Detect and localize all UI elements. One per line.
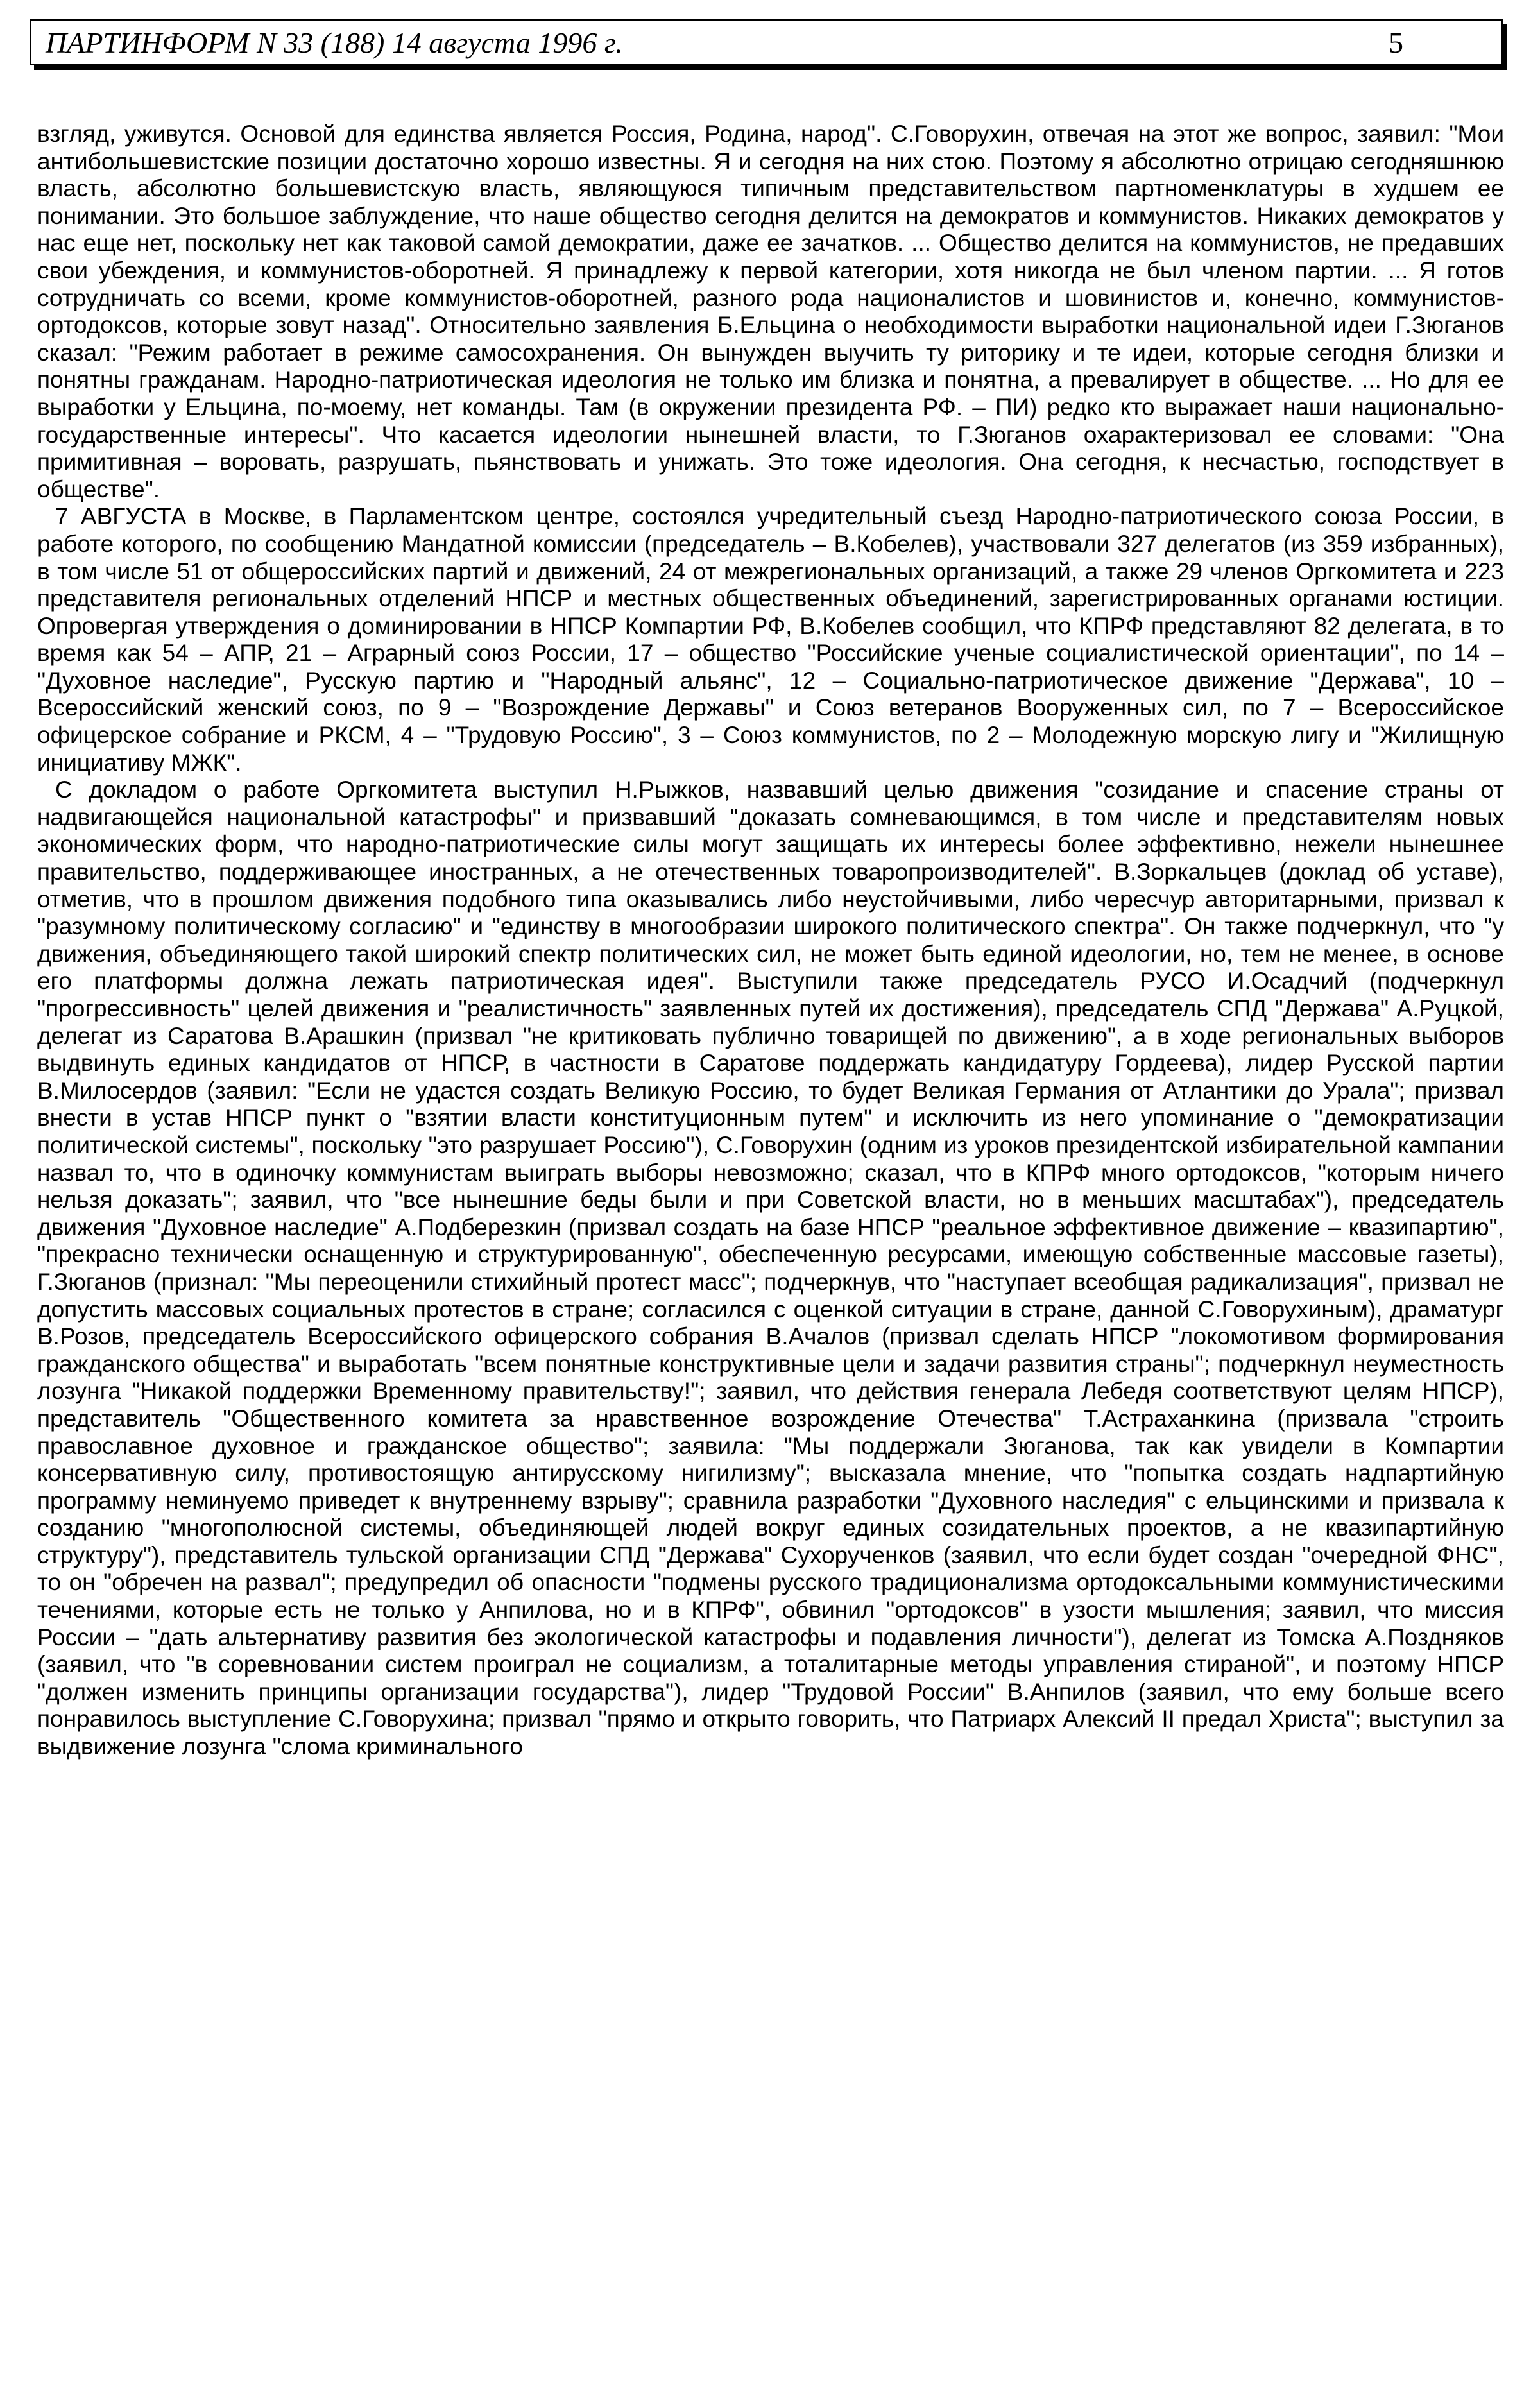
paragraph-1: взгляд, уживутся. Основой для единства является Россия, Родина, народ". С.Говорухин, отвечая на этот же вопрос, заявил: "Мои антибольшевистские позиции достаточно хорошо известны. Я и сегодня на них стою. Поэтому я абсолютно отрицаю сегодняшнюю власть, абсолютно большевистскую власть, являющуюся типичным представительством партноменклатуры в худшем ее понимании. Это большое заблуждение, что наше общество сегодня делится на демократов и коммунистов. Никаких демократов у нас еще нет, поскольку нет как таковой самой демократии, даже ее зачатков. ... Общество делится на коммунистов, не предавших свои убеждения, и коммунистов-оборотней. Я принадлежу к первой категории, хотя никогда не был членом партии. ... Я готов сотрудничать со всеми, кроме коммунистов-оборотней, разного рода националистов и шовинистов и, конечно, коммунистов-ортодоксов, которые зовут назад". Относительно заявления Б.Ельцина о необходимости выработки национальной идеи Г.Зюганов сказал: "Режим работает в режиме самосохранения. Он вынужден выучить ту риторику и те идеи, которые сегодня близки и понятны гражданам. Народно-патриотическая идеология не только им близка и понятна, а превалирует в обществе. ... Но для ее выработки у Ельцина, по-моему, нет команды. Там (в окружении президента РФ. – ПИ) редко кто выражает наши национально-государственные интересы". Что касается идеологии нынешней власти, то Г.Зюганов охарактеризовал ее словами: "Она примитивная – воровать, разрушать, пьянствовать и унижать. Это тоже идеология. Она сегодня, к несчастью, господствует в обществе". <box>37 121 1504 502</box>
paragraph-2: 7 АВГУСТА в Москве, в Парламентском центре, состоялся учредительный съезд Народно-патриотического союза России, в работе которого, по сообщению Мандатной комиссии (председатель – В.Кобелев), участвовали 327 делегатов (из 359 избранных), в том числе 51 от общероссийских партий и движений, 24 от межрегиональных организаций, а также 29 членов Оргкомитета и 223 представителя региональных отделений НПСР и местных общественных объединений, зарегистрированных органами юстиции. Опровергая утверждения о доминировании в НПСР Компартии РФ, В.Кобелев сообщил, что КПРФ представляют 82 делегата, в то время как 54 – АПР, 21 – Аграрный союз России, 17 – общество "Российские ученые социалистической ориентации", по 14 – "Духовное наследие", Русскую партию и "Народный альянс", 12 – Социально-патриотическое движение "Держава", 10 – Всероссийский женский союз, по 9 – "Возрождение Державы" и Союз ветеранов Вооруженных сил, по 7 – Всероссийское офицерское собрание и РКСМ, 4 – "Трудовую Россию", 3 – Союз коммунистов, по 2 – Молодежную морскую лигу и "Жилищную инициативу МЖК". <box>37 503 1504 776</box>
publication-title: ПАРТИНФОРМ N 33 (188) 14 августа 1996 г. <box>46 26 623 59</box>
article-body <box>37 121 1504 1761</box>
page-number: 5 <box>1389 26 1403 59</box>
paragraph-3: С докладом о работе Оргкомитета выступил Н.Рыжков, назвавший целью движения "созидание и спасение страны от надвигающейся национальной катастрофы" и призвавший "доказать сомневающимся, в том числе и представителям новых экономических форм, что народно-патриотические силы могут защищать их интересы более эффективно, нежели нынешнее правительство, поддерживающее иностранных, а не отечественных товаропроизводителей". В.Зоркальцев (доклад об уставе), отметив, что в прошлом движения подобного типа оказывались либо неустойчивыми, либо чересчур авторитарными, призвал к "разумному политическому согласию" и "единству в многообразии широкого политического спектра". Он также подчеркнул, что "у движения, объединяющего такой широкий спектр политических сил, не может быть единой идеологии, но, тем не менее, в основе его платформы должна лежать патриотическая идея". Выступили также председатель РУСО И.Осадчий (подчеркнул "прогрессивность" целей движения и "реалистичность" заявленных путей их достижения), председатель СПД "Держава" А.Руцкой, делегат из Саратова В.Арашкин (призвал "не критиковать публично товарищей по движению", а в ходе региональных выборов выдвинуть единых кандидатов от НПСР, в частности в Саратове поддержать кандидатуру Гордеева), лидер Русской партии В.Милосердов (заявил: "Если не удастся создать Великую Россию, то будет Великая Германия от Атлантики до Урала"; призвал внести в устав НПСР пункт о "взятии власти конституционным путем" и исключить из него упоминание о "демократизации политической системы", поскольку "это разрушает Россию"), С.Говорухин (одним из уроков президентской избирательной кампании назвал то, что в одиночку коммунистам выиграть выборы невозможно; сказал, что в КПРФ много ортодоксов, "которым ничего нельзя доказать"; заявил, что "все нынешние беды были и при Советской власти, но в меньших масштабах"), председатель движения "Духовное наследие" А.Подберезкин (призвал создать на базе НПСР "реальное эффективное движение – квазипартию", "прекрасно технически оснащенную и структурированную", обеспеченную ресурсами, имеющую собственные массовые газеты), Г.Зюганов (признал: "Мы переоценили стихийный протест масс"; подчеркнув, что "наступает всеобщая радикализация", призвал не допустить массовых социальных протестов в стране; согласился с оценкой ситуации в стране, данной С.Говорухиным), драматург В.Розов, председатель Всероссийского офицерского собрания В.Ачалов (призвал сделать НПСР "локомотивом формирования гражданского общества" и выработать "всем понятные конструктивные цели и задачи развития страны"; подчеркнул неуместность лозунга "Никакой поддержки Временному правительству!"; заявил, что действия генерала Лебедя соответствуют целям НПСР), представитель "Общественного комитета за нравственное возрождение Отечества" Т.Астраханкина (призвала "строить православное духовное и гражданское общество"; заявила: "Мы поддержали Зюганова, так как увидели в Компартии консервативную силу, противостоящую антирусскому нигилизму"; высказала мнение, что "попытка создать надпартийную программу неминуемо приведет к внутреннему взрыву"; сравнила разработки "Духовного наследия" с ельцинскими и призвала к созданию "многополюсной системы, объединяющей людей вокруг единых созидательных проектов, а не квазипартийную структуру"), представитель тульской организации СПД "Держава" Сухорученков (заявил, что если будет создан "очередной ФНС", то он "обречен на развал"; предупредил об опасности "подмены русского традиционализма ортодоксальными коммунистическими течениями, которые есть не только у Анпилова, но и в КПРФ", обвинил "ортодоксов" в узости мышления; заявил, что миссия России – "дать альтернативу развития без экологической катастрофы и подавления личности"), делегат из Томска А.Поздняков (заявил, что "в соревновании систем проиграл не социализм, а тоталитарные методы управления стираной", и поэтому НПСР "должен изменить принципы организации государства"), лидер "Трудовой России" В.Анпилов (заявил, что ему больше всего понравилось выступление С.Говорухина; призвал "прямо и открыто говорить, что Патриарх Алексий II предал Христа"; выступил за выдвижение лозунга "слома криминального <box>37 776 1504 1760</box>
page-header <box>30 19 1503 65</box>
